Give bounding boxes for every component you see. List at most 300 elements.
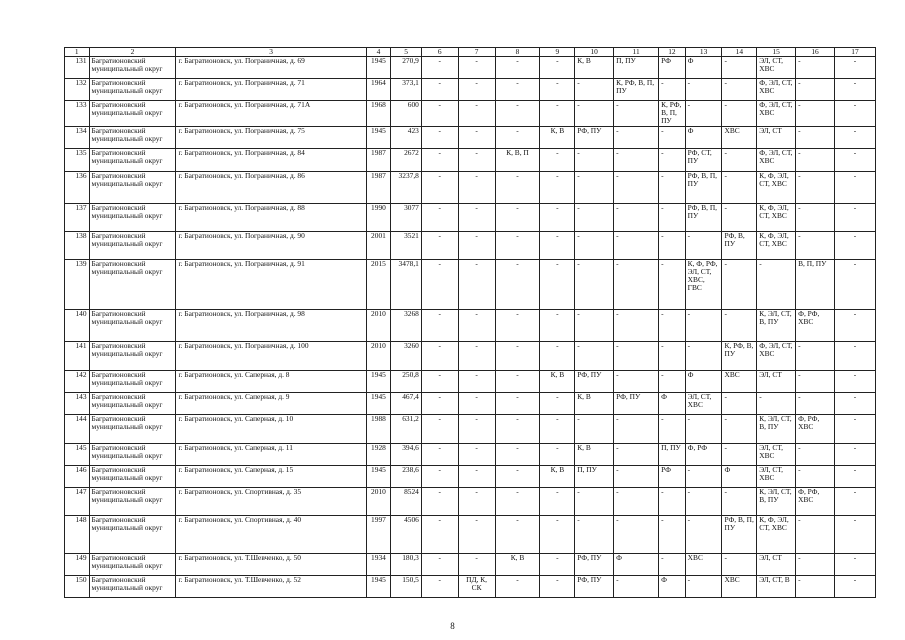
col-16-cell: Ф, РФ, ХВС (796, 487, 835, 515)
col-12-cell: Ф (659, 392, 686, 414)
col-14-cell: - (722, 414, 757, 443)
table-row (65, 101, 876, 127)
address-cell: г. Багратионовск, ул. Саперная, д. 8 (176, 370, 366, 392)
row-number: 141 (65, 341, 90, 370)
col-13-cell: - (685, 515, 722, 553)
col-6-cell: - (421, 126, 458, 148)
column-number-10: 10 (575, 48, 614, 57)
year-cell: 1988 (366, 414, 391, 443)
col-11-cell: - (614, 171, 659, 203)
column-number-15: 15 (757, 48, 796, 57)
col-8-cell: - (495, 231, 540, 259)
col-7-cell: - (458, 465, 495, 487)
row-number: 143 (65, 392, 90, 414)
district-cell: Багратионовский муниципальный округ (89, 370, 176, 392)
col-11-cell: - (614, 515, 659, 553)
table-row (65, 57, 876, 79)
year-cell: 1945 (366, 370, 391, 392)
col-9-cell: - (540, 414, 575, 443)
area-cell: 631,2 (391, 414, 422, 443)
col-16-cell: - (796, 341, 835, 370)
col-6-cell: - (421, 515, 458, 553)
col-9-cell: - (540, 231, 575, 259)
col-15-cell: ЭЛ, СТ (757, 126, 796, 148)
district-cell: Багратионовский муниципальный округ (89, 79, 176, 101)
col-14-cell: - (722, 57, 757, 79)
district-cell: Багратионовский муниципальный округ (89, 515, 176, 553)
col-6-cell: - (421, 101, 458, 127)
col-13-cell: РФ, СТ, ПУ (685, 148, 722, 171)
col-14-cell: РФ, В, ПУ (722, 231, 757, 259)
col-8-cell: - (495, 515, 540, 553)
col-12-cell: - (659, 79, 686, 101)
col-15-cell: К, ЭЛ, СТ, В, ПУ (757, 309, 796, 341)
col-15-cell: ЭЛ, СТ (757, 553, 796, 575)
col-6-cell: - (421, 341, 458, 370)
col-17-cell: - (834, 414, 875, 443)
col-10-cell: - (575, 341, 614, 370)
col-14-cell: - (722, 203, 757, 231)
row-number: 145 (65, 443, 90, 465)
col-8-cell: К, В, П (495, 148, 540, 171)
col-8-cell: - (495, 443, 540, 465)
col-12-cell: - (659, 126, 686, 148)
row-number: 138 (65, 231, 90, 259)
col-12-cell: - (659, 487, 686, 515)
col-17-cell: - (834, 487, 875, 515)
area-cell: 3521 (391, 231, 422, 259)
row-number: 147 (65, 487, 90, 515)
col-14-cell: - (722, 392, 757, 414)
year-cell: 1934 (366, 553, 391, 575)
col-6-cell: - (421, 487, 458, 515)
district-cell: Багратионовский муниципальный округ (89, 443, 176, 465)
col-16-cell: - (796, 465, 835, 487)
district-cell: Багратионовский муниципальный округ (89, 414, 176, 443)
col-14-cell: ХВС (722, 370, 757, 392)
year-cell: 2010 (366, 487, 391, 515)
col-7-cell: - (458, 341, 495, 370)
row-number: 146 (65, 465, 90, 487)
col-8-cell: - (495, 341, 540, 370)
col-13-cell: - (685, 101, 722, 127)
col-13-cell: - (685, 575, 722, 597)
col-8-cell: К, В (495, 553, 540, 575)
column-number-11: 11 (614, 48, 659, 57)
col-14-cell: - (722, 148, 757, 171)
col-17-cell: - (834, 392, 875, 414)
col-12-cell: - (659, 231, 686, 259)
area-cell: 2672 (391, 148, 422, 171)
area-cell: 180,3 (391, 553, 422, 575)
col-16-cell: Ф, РФ, ХВС (796, 414, 835, 443)
address-cell: г. Багратионовск, ул. Пограничная, д. 71А (176, 101, 366, 127)
year-cell: 1928 (366, 443, 391, 465)
col-8-cell: - (495, 171, 540, 203)
col-14-cell: - (722, 101, 757, 127)
address-cell: г. Багратионовск, ул. Саперная, д. 10 (176, 414, 366, 443)
col-17-cell: - (834, 443, 875, 465)
table-row (65, 443, 876, 465)
col-15-cell: К, Ф, ЭЛ, СТ, ХВС (757, 231, 796, 259)
col-8-cell: - (495, 126, 540, 148)
col-9-cell: - (540, 443, 575, 465)
area-cell: 3478,1 (391, 259, 422, 309)
table-row (65, 370, 876, 392)
col-9-cell: - (540, 341, 575, 370)
col-10-cell: - (575, 171, 614, 203)
col-8-cell: - (495, 79, 540, 101)
col-7-cell: - (458, 203, 495, 231)
area-cell: 3237,8 (391, 171, 422, 203)
col-7-cell: - (458, 392, 495, 414)
col-9-cell: - (540, 259, 575, 309)
col-10-cell: РФ, ПУ (575, 553, 614, 575)
district-cell: Багратионовский муниципальный округ (89, 553, 176, 575)
col-11-cell: - (614, 101, 659, 127)
col-7-cell: - (458, 231, 495, 259)
area-cell: 373,1 (391, 79, 422, 101)
col-11-cell: - (614, 309, 659, 341)
col-11-cell: Ф (614, 553, 659, 575)
table-body (65, 57, 876, 598)
col-10-cell: К, В (575, 57, 614, 79)
col-13-cell: - (685, 79, 722, 101)
col-16-cell: - (796, 79, 835, 101)
col-8-cell: - (495, 57, 540, 79)
col-10-cell: РФ, ПУ (575, 575, 614, 597)
table-row (65, 553, 876, 575)
row-number: 133 (65, 101, 90, 127)
area-cell: 8524 (391, 487, 422, 515)
col-16-cell: - (796, 515, 835, 553)
table-row (65, 392, 876, 414)
year-cell: 1987 (366, 171, 391, 203)
col-7-cell: - (458, 126, 495, 148)
col-10-cell: - (575, 101, 614, 127)
col-16-cell: - (796, 231, 835, 259)
col-10-cell: - (575, 414, 614, 443)
col-6-cell: - (421, 203, 458, 231)
col-17-cell: - (834, 553, 875, 575)
year-cell: 1990 (366, 203, 391, 231)
col-16-cell: Ф, РФ, ХВС (796, 309, 835, 341)
col-13-cell: ЭЛ, СТ, ХВС (685, 392, 722, 414)
address-cell: г. Багратионовск, ул. Спортивная, д. 40 (176, 515, 366, 553)
col-13-cell: РФ, В, П, ПУ (685, 203, 722, 231)
col-15-cell: ЭЛ, СТ (757, 370, 796, 392)
col-15-cell: Ф, ЭЛ, СТ, ХВС (757, 79, 796, 101)
col-11-cell: - (614, 231, 659, 259)
year-cell: 2010 (366, 309, 391, 341)
col-7-cell: - (458, 259, 495, 309)
register-table (64, 47, 876, 598)
table-row (65, 487, 876, 515)
col-15-cell: ЭЛ, СТ, ХВС (757, 443, 796, 465)
col-11-cell: - (614, 148, 659, 171)
district-cell: Багратионовский муниципальный округ (89, 309, 176, 341)
table-row (65, 126, 876, 148)
row-number: 149 (65, 553, 90, 575)
col-6-cell: - (421, 309, 458, 341)
row-number: 134 (65, 126, 90, 148)
address-cell: г. Багратионовск, ул. Саперная, д. 11 (176, 443, 366, 465)
col-9-cell: - (540, 57, 575, 79)
row-number: 144 (65, 414, 90, 443)
col-11-cell: - (614, 465, 659, 487)
col-6-cell: - (421, 370, 458, 392)
col-11-cell: П, ПУ (614, 57, 659, 79)
col-14-cell: К, РФ, В, ПУ (722, 341, 757, 370)
col-10-cell: РФ, ПУ (575, 126, 614, 148)
col-7-cell: - (458, 148, 495, 171)
address-cell: г. Багратионовск, ул. Пограничная, д. 75 (176, 126, 366, 148)
col-8-cell: - (495, 414, 540, 443)
address-cell: г. Багратионовск, ул. Саперная, д. 9 (176, 392, 366, 414)
area-cell: 600 (391, 101, 422, 127)
col-6-cell: - (421, 575, 458, 597)
address-cell: г. Багратионовск, ул. Т.Шевченко, д. 50 (176, 553, 366, 575)
district-cell: Багратионовский муниципальный округ (89, 101, 176, 127)
col-13-cell: - (685, 341, 722, 370)
col-6-cell: - (421, 392, 458, 414)
column-number-9: 9 (540, 48, 575, 57)
col-10-cell: РФ, ПУ (575, 370, 614, 392)
col-10-cell: - (575, 231, 614, 259)
col-11-cell: - (614, 487, 659, 515)
col-12-cell: - (659, 171, 686, 203)
col-12-cell: К, РФ, В, П, ПУ (659, 101, 686, 127)
area-cell: 3268 (391, 309, 422, 341)
col-8-cell: - (495, 203, 540, 231)
col-17-cell: - (834, 126, 875, 148)
col-11-cell: - (614, 259, 659, 309)
col-14-cell: - (722, 79, 757, 101)
area-cell: 394,6 (391, 443, 422, 465)
col-7-cell: - (458, 487, 495, 515)
col-14-cell: РФ, В, П, ПУ (722, 515, 757, 553)
col-7-cell: - (458, 171, 495, 203)
col-9-cell: - (540, 515, 575, 553)
col-11-cell: - (614, 126, 659, 148)
year-cell: 2001 (366, 231, 391, 259)
column-number-17: 17 (834, 48, 875, 57)
col-6-cell: - (421, 259, 458, 309)
table-row (65, 515, 876, 553)
district-cell: Багратионовский муниципальный округ (89, 57, 176, 79)
col-12-cell: - (659, 203, 686, 231)
col-12-cell: - (659, 553, 686, 575)
col-9-cell: - (540, 553, 575, 575)
address-cell: г. Багратионовск, ул. Т.Шевченко, д. 52 (176, 575, 366, 597)
col-13-cell: РФ, В, П, ПУ (685, 171, 722, 203)
col-10-cell: - (575, 79, 614, 101)
col-17-cell: - (834, 231, 875, 259)
col-6-cell: - (421, 171, 458, 203)
column-number-14: 14 (722, 48, 757, 57)
address-cell: г. Багратионовск, ул. Пограничная, д. 88 (176, 203, 366, 231)
col-9-cell: - (540, 148, 575, 171)
col-13-cell: Ф (685, 126, 722, 148)
col-15-cell: Ф, ЭЛ, СТ, ХВС (757, 148, 796, 171)
area-cell: 150,5 (391, 575, 422, 597)
col-8-cell: - (495, 309, 540, 341)
area-cell: 467,4 (391, 392, 422, 414)
col-9-cell: - (540, 171, 575, 203)
col-7-cell: - (458, 79, 495, 101)
column-number-row (65, 48, 876, 57)
col-15-cell: К, ЭЛ, СТ, В, ПУ (757, 487, 796, 515)
col-16-cell: - (796, 575, 835, 597)
year-cell: 2015 (366, 259, 391, 309)
col-17-cell: - (834, 171, 875, 203)
col-8-cell: - (495, 370, 540, 392)
address-cell: г. Багратионовск, ул. Пограничная, д. 69 (176, 57, 366, 79)
col-17-cell: - (834, 101, 875, 127)
area-cell: 238,6 (391, 465, 422, 487)
table-row (65, 465, 876, 487)
col-12-cell: Ф (659, 575, 686, 597)
col-15-cell: ЭЛ, СТ, ХВС (757, 57, 796, 79)
district-cell: Багратионовский муниципальный округ (89, 259, 176, 309)
col-15-cell: - (757, 392, 796, 414)
col-7-cell: ПД, К, СК (458, 575, 495, 597)
col-9-cell: - (540, 101, 575, 127)
row-number: 142 (65, 370, 90, 392)
col-9-cell: К, В (540, 126, 575, 148)
col-17-cell: - (834, 57, 875, 79)
col-13-cell: Ф, РФ (685, 443, 722, 465)
col-16-cell: - (796, 203, 835, 231)
col-7-cell: - (458, 414, 495, 443)
district-cell: Багратионовский муниципальный округ (89, 392, 176, 414)
col-12-cell: - (659, 515, 686, 553)
col-16-cell: В, П, ПУ (796, 259, 835, 309)
row-number: 139 (65, 259, 90, 309)
district-cell: Багратионовский муниципальный округ (89, 148, 176, 171)
col-10-cell: - (575, 259, 614, 309)
column-number-5: 5 (391, 48, 422, 57)
col-9-cell: - (540, 203, 575, 231)
table-row (65, 203, 876, 231)
row-number: 148 (65, 515, 90, 553)
col-7-cell: - (458, 309, 495, 341)
col-14-cell: - (722, 553, 757, 575)
col-14-cell: - (722, 309, 757, 341)
col-11-cell: - (614, 370, 659, 392)
col-12-cell: - (659, 309, 686, 341)
col-8-cell: - (495, 575, 540, 597)
year-cell: 2010 (366, 341, 391, 370)
col-12-cell: - (659, 414, 686, 443)
address-cell: г. Багратионовск, ул. Саперная, д. 15 (176, 465, 366, 487)
col-7-cell: - (458, 370, 495, 392)
col-9-cell: К, В (540, 465, 575, 487)
column-number-7: 7 (458, 48, 495, 57)
col-6-cell: - (421, 414, 458, 443)
col-15-cell: ЭЛ, СТ, ХВС (757, 465, 796, 487)
col-12-cell: РФ (659, 465, 686, 487)
col-16-cell: - (796, 370, 835, 392)
address-cell: г. Багратионовск, ул. Пограничная, д. 90 (176, 231, 366, 259)
col-13-cell: Ф (685, 370, 722, 392)
col-11-cell: - (614, 575, 659, 597)
col-14-cell: - (722, 171, 757, 203)
col-13-cell: - (685, 231, 722, 259)
col-8-cell: - (495, 392, 540, 414)
area-cell: 423 (391, 126, 422, 148)
address-cell: г. Багратионовск, ул. Пограничная, д. 84 (176, 148, 366, 171)
col-17-cell: - (834, 148, 875, 171)
district-cell: Багратионовский муниципальный округ (89, 341, 176, 370)
district-cell: Багратионовский муниципальный округ (89, 575, 176, 597)
col-16-cell: - (796, 57, 835, 79)
year-cell: 1987 (366, 148, 391, 171)
column-number-13: 13 (685, 48, 722, 57)
col-11-cell: - (614, 203, 659, 231)
col-9-cell: К, В (540, 370, 575, 392)
col-13-cell: Ф (685, 57, 722, 79)
area-cell: 3260 (391, 341, 422, 370)
col-6-cell: - (421, 79, 458, 101)
address-cell: г. Багратионовск, ул. Пограничная, д. 71 (176, 79, 366, 101)
col-12-cell: - (659, 370, 686, 392)
col-10-cell: К, В (575, 392, 614, 414)
col-10-cell: - (575, 309, 614, 341)
col-12-cell: П, ПУ (659, 443, 686, 465)
col-6-cell: - (421, 443, 458, 465)
area-cell: 250,8 (391, 370, 422, 392)
address-cell: г. Багратионовск, ул. Пограничная, д. 86 (176, 171, 366, 203)
district-cell: Багратионовский муниципальный округ (89, 231, 176, 259)
address-cell: г. Багратионовск, ул. Спортивная, д. 35 (176, 487, 366, 515)
year-cell: 1945 (366, 575, 391, 597)
year-cell: 1945 (366, 57, 391, 79)
col-16-cell: - (796, 148, 835, 171)
district-cell: Багратионовский муниципальный округ (89, 203, 176, 231)
col-14-cell: - (722, 487, 757, 515)
year-cell: 1964 (366, 79, 391, 101)
col-13-cell: - (685, 309, 722, 341)
col-15-cell: ЭЛ, СТ, В (757, 575, 796, 597)
column-number-1: 1 (65, 48, 90, 57)
col-17-cell: - (834, 259, 875, 309)
col-10-cell: - (575, 487, 614, 515)
col-6-cell: - (421, 57, 458, 79)
page-number: 8 (450, 621, 455, 631)
col-6-cell: - (421, 465, 458, 487)
col-17-cell: - (834, 341, 875, 370)
row-number: 132 (65, 79, 90, 101)
district-cell: Багратионовский муниципальный округ (89, 171, 176, 203)
table-row (65, 575, 876, 597)
year-cell: 1945 (366, 126, 391, 148)
row-number: 140 (65, 309, 90, 341)
col-8-cell: - (495, 259, 540, 309)
column-number-8: 8 (495, 48, 540, 57)
column-number-12: 12 (659, 48, 686, 57)
col-16-cell: - (796, 101, 835, 127)
area-cell: 270,9 (391, 57, 422, 79)
col-7-cell: - (458, 515, 495, 553)
col-14-cell: - (722, 259, 757, 309)
row-number: 136 (65, 171, 90, 203)
address-cell: г. Багратионовск, ул. Пограничная, д. 91 (176, 259, 366, 309)
year-cell: 1997 (366, 515, 391, 553)
col-10-cell: - (575, 515, 614, 553)
row-number: 131 (65, 57, 90, 79)
col-17-cell: - (834, 79, 875, 101)
